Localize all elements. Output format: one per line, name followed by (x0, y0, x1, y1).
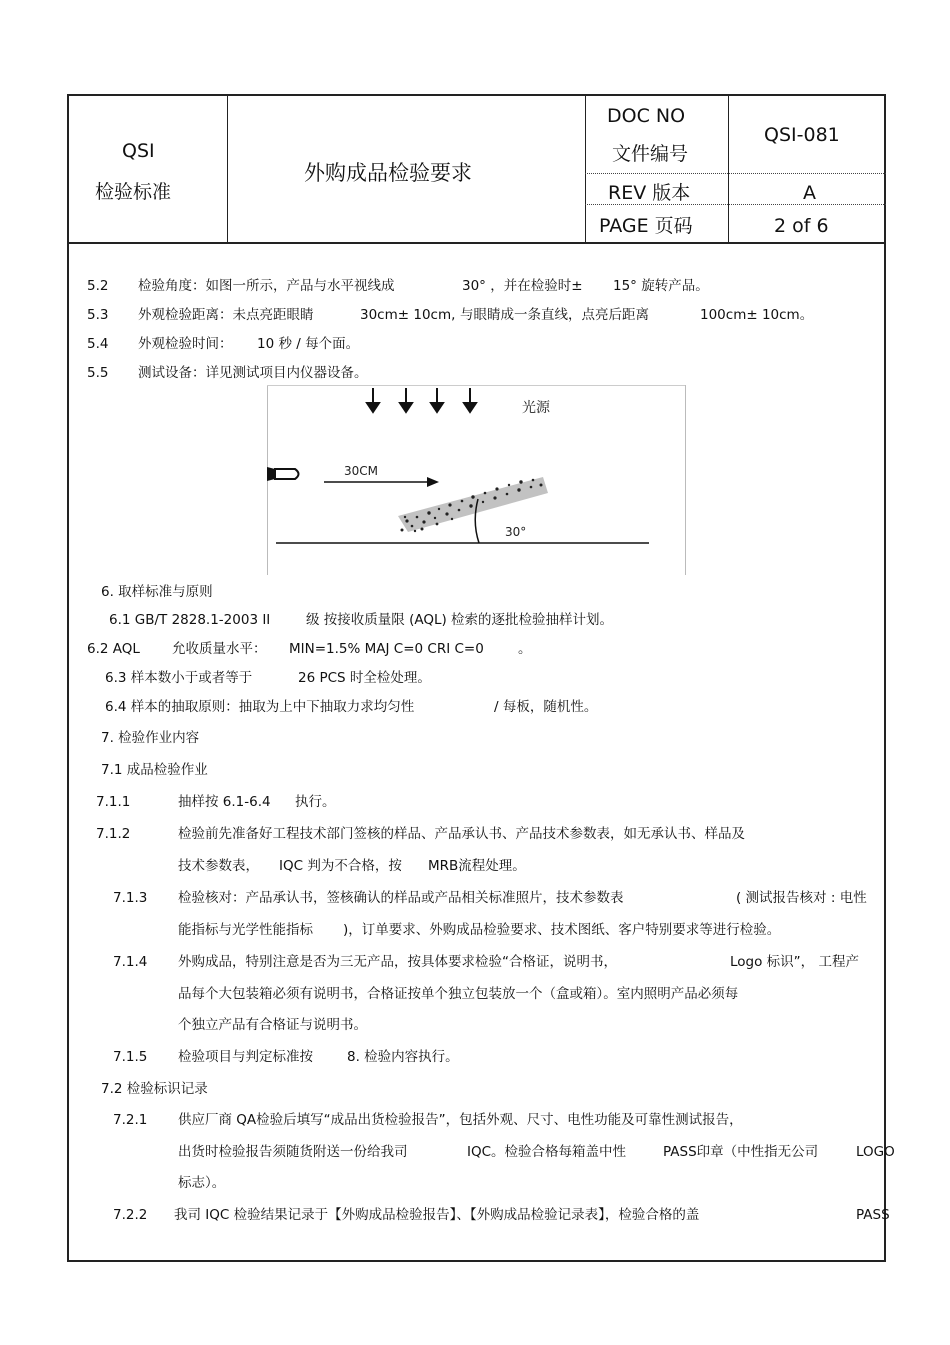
section-text: IQC。检验合格每箱盖中性 (467, 1144, 627, 1160)
doc-no-label: DOC NO (607, 105, 686, 127)
section-number: 5.2 (87, 278, 109, 294)
section-text: 出货时检验报告须随货附送一份给我司 (178, 1144, 408, 1160)
header-bottom-border (67, 242, 886, 244)
section-text: 执行。 (295, 794, 336, 810)
section-text: 外观检验距离：未点亮距眼睛 (138, 307, 314, 323)
section-heading: 7.1 成品检验作业 (101, 762, 208, 778)
section-text: ( 测试报告核对 : 电性 (736, 890, 867, 906)
section-text: IQC 判为不合格，按 (279, 858, 402, 874)
section-number: 5.5 (87, 365, 109, 381)
eye-icon (267, 467, 299, 481)
section-text: 检验项目与判定标准按 (178, 1049, 313, 1065)
section-text: 品每个大包装箱必须有说明书，合格证按单个独立包装放一个（盒或箱）。室内照明产品必须每 (178, 986, 739, 1002)
section-text: 级 按接收质量限 (AQL) 检索的逐批检验抽样计划。 (306, 612, 614, 628)
qsi-label: QSI (122, 140, 155, 162)
section-text: 检验核对：产品承认书，签核确认的样品或产品相关标准照片，技术参数表 (178, 890, 624, 906)
header-divider-3 (728, 94, 729, 244)
section-text: MRB流程处理。 (428, 858, 526, 874)
section-heading: 7. 检验作业内容 (101, 730, 200, 746)
standard-label: 检验标准 (95, 181, 172, 203)
section-text: 外观检验时间： (138, 336, 233, 352)
section-text: 6.1 GB/T 2828.1-2003 II (109, 612, 271, 628)
section-text: PASS (856, 1207, 890, 1223)
section-text: 允收质量水平： (172, 641, 267, 657)
section-number: 7.1.1 (96, 794, 131, 810)
section-text: 供应厂商 QA检验后填写“成品出货检验报告”，包括外观、尺寸、电性功能及可靠性测试报告， (178, 1112, 743, 1128)
section-text: 个独立产品有合格证与说明书。 (178, 1017, 367, 1033)
section-heading: 7.2 检验标识记录 (101, 1081, 208, 1097)
section-number: 5.4 (87, 336, 109, 352)
section-text: 6.4 样本的抽取原则：抽取为上中下抽取力求均匀性 (105, 699, 415, 715)
section-number: 7.1.4 (113, 954, 148, 970)
page-value: 2 of 6 (774, 215, 829, 237)
doc-no-label-cn: 文件编号 (612, 143, 689, 165)
section-text: 检验前先准备好工程技术部门签核的样品、产品承认书、产品技术参数表，如无承认书、样品及 (178, 826, 745, 842)
light-arrows (367, 388, 476, 412)
section-text: 外购成品，特别注意是否为三无产品，按具体要求检验“合格证，说明书， (178, 954, 617, 970)
section-text: 我司 IQC 检验结果记录于【外购成品检验报告】、【外购成品检验记录表】，检验合格的盖 (174, 1207, 700, 1223)
section-number: 7.1.3 (113, 890, 148, 906)
section-text: 与眼睛成一条直线，点亮后距离 (460, 307, 649, 323)
section-number: 5.3 (87, 307, 109, 323)
section-text: 6.2 AQL (87, 641, 140, 657)
section-text: / 每板，随机性。 (494, 699, 598, 715)
section-text: 8. 检验内容执行。 (347, 1049, 459, 1065)
header-divider-2 (585, 94, 586, 244)
section-number: 7.2.2 (113, 1207, 148, 1223)
section-number: 7.1.2 (96, 826, 131, 842)
section-text: PASS印章（中性指无公司 (663, 1144, 819, 1160)
document-title: 外购成品检验要求 (304, 161, 472, 185)
figure-svg (267, 385, 686, 575)
section-text: 10 秒 / 每个面。 (257, 336, 360, 352)
header-row-divider-2 (585, 204, 886, 205)
section-text: 30° ，并在检验时± (462, 278, 583, 294)
section-number: 7.2.1 (113, 1112, 148, 1128)
section-text: 标志）。 (178, 1175, 226, 1191)
light-source-label: 光源 (522, 400, 550, 416)
distance-label: 30CM (344, 464, 379, 478)
section-text: 15° 旋转产品。 (613, 278, 709, 294)
section-text: 。 (518, 641, 532, 657)
section-text: 抽样按 6.1-6.4 (178, 794, 271, 810)
section-text: 30cm± 10cm, (360, 307, 456, 323)
rev-value: A (803, 182, 816, 204)
inspection-angle-figure (267, 385, 686, 575)
section-text: MIN=1.5% MAJ C=0 CRI C=0 (289, 641, 484, 657)
section-text: 技术参数表， (178, 858, 259, 874)
header-divider-1 (227, 94, 228, 244)
distance-arrow-head (427, 477, 439, 487)
header-row-divider-1 (585, 173, 886, 174)
page-label: PAGE 页码 (599, 215, 693, 237)
product-sample (398, 477, 548, 532)
section-text: 检验角度：如图一所示，产品与水平视线成 (138, 278, 395, 294)
rev-label: REV 版本 (608, 182, 691, 204)
section-heading: 6. 取样标准与原则 (101, 584, 213, 600)
section-text: )，订单要求、外购成品检验要求、技术图纸、客户特别要求等进行检验。 (343, 922, 781, 938)
document-header (67, 94, 886, 244)
doc-no-value: QSI-081 (764, 124, 840, 146)
section-text: 26 PCS 时全检处理。 (298, 670, 431, 686)
section-text: Logo 标识”， 工程产 (730, 954, 859, 970)
section-text: 100cm± 10cm。 (700, 307, 814, 323)
angle-label: 30° (505, 525, 527, 539)
section-number: 7.1.5 (113, 1049, 148, 1065)
section-text: 6.3 样本数小于或者等于 (105, 670, 253, 686)
section-text: LOGO (856, 1144, 895, 1160)
section-text: 测试设备：详见测试项目内仪器设备。 (138, 365, 368, 381)
section-text: 能指标与光学性能指标 (178, 922, 313, 938)
